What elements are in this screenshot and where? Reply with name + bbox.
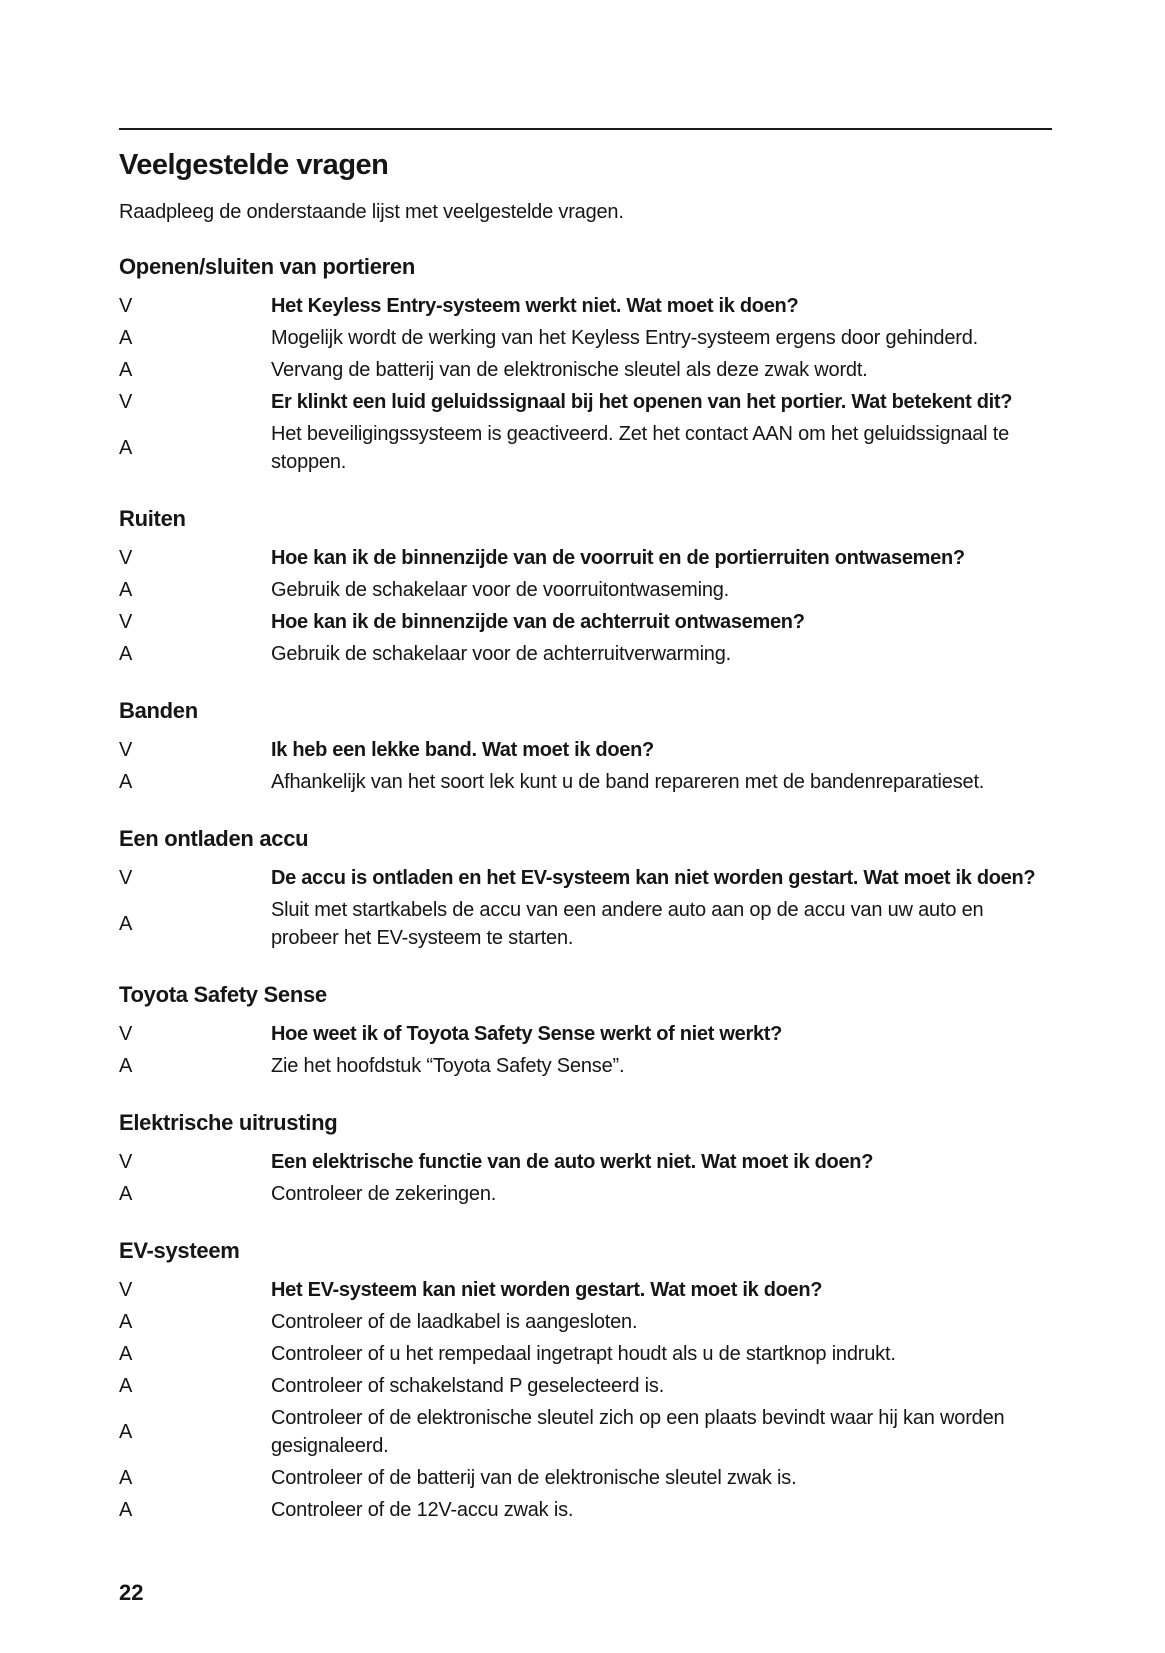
qa-marker: A bbox=[119, 1343, 133, 1365]
answer-text: Controleer of schakelstand P geselecteerd is. bbox=[271, 1375, 665, 1397]
question-text: Het EV-systeem kan niet worden gestart. Wat moet ik doen? bbox=[271, 1279, 823, 1301]
qa-marker: A bbox=[119, 643, 133, 665]
qa-marker: A bbox=[119, 359, 133, 381]
qa-marker: A bbox=[119, 1467, 133, 1489]
answer-row bbox=[119, 1306, 1052, 1338]
section-heading: Banden bbox=[119, 698, 198, 723]
answer-text: Zie het hoofdstuk “Toyota Safety Sense”. bbox=[271, 1055, 625, 1077]
answer-text: Gebruik de schakelaar voor de achterruitverwarming. bbox=[271, 643, 732, 665]
answer-text: Controleer of de batterij van de elektronische sleutel zwak is. bbox=[271, 1467, 797, 1489]
question-row bbox=[119, 290, 1052, 322]
intro-text: Raadpleeg de onderstaande lijst met veelgestelde vragen. bbox=[119, 201, 624, 223]
answer-text: Het beveiligingssysteem is geactiveerd. Zet het contact AAN om het geluidssignaal te stoppen. bbox=[271, 423, 1010, 473]
question-text: Hoe kan ik de binnenzijde van de voorruit en de portierruiten ontwasemen? bbox=[271, 547, 965, 569]
section-heading: Ruiten bbox=[119, 506, 186, 531]
qa-marker: V bbox=[119, 867, 133, 889]
answer-row bbox=[119, 1178, 1052, 1210]
answer-text: Gebruik de schakelaar voor de voorruitontwaseming. bbox=[271, 579, 730, 601]
qa-marker: V bbox=[119, 391, 133, 413]
faq-section bbox=[119, 697, 1052, 798]
faq-sections bbox=[119, 253, 1052, 1526]
qa-marker: V bbox=[119, 611, 133, 633]
answer-text: Afhankelijk van het soort lek kunt u de band repareren met de bandenreparatieset. bbox=[271, 771, 985, 793]
answer-text: Controleer of u het rempedaal ingetrapt houdt als u de startknop indrukt. bbox=[271, 1343, 896, 1365]
qa-marker: V bbox=[119, 739, 133, 761]
answer-row bbox=[119, 574, 1052, 606]
answer-text: Controleer of de elektronische sleutel zich op een plaats bevindt waar hij kan worden gesignaleerd. bbox=[271, 1407, 1005, 1457]
answer-text: Controleer of de 12V-accu zwak is. bbox=[271, 1499, 574, 1521]
answer-text: Controleer of de laadkabel is aangesloten. bbox=[271, 1311, 638, 1333]
top-rule bbox=[119, 128, 1052, 130]
question-row bbox=[119, 542, 1052, 574]
answer-text: Controleer de zekeringen. bbox=[271, 1183, 497, 1205]
question-text: Hoe kan ik de binnenzijde van de achterruit ontwasemen? bbox=[271, 611, 805, 633]
qa-marker: A bbox=[119, 913, 133, 935]
question-row bbox=[119, 1146, 1052, 1178]
page-content bbox=[119, 0, 1052, 1526]
section-heading: Toyota Safety Sense bbox=[119, 982, 327, 1007]
qa-marker: A bbox=[119, 437, 133, 459]
question-row bbox=[119, 734, 1052, 766]
question-row bbox=[119, 606, 1052, 638]
qa-marker: A bbox=[119, 1375, 133, 1397]
question-text: Een elektrische functie van de auto werkt niet. Wat moet ik doen? bbox=[271, 1151, 874, 1173]
qa-marker: A bbox=[119, 1183, 133, 1205]
answer-row bbox=[119, 638, 1052, 670]
faq-section bbox=[119, 981, 1052, 1082]
answer-text: Vervang de batterij van de elektronische sleutel als deze zwak wordt. bbox=[271, 359, 868, 381]
qa-marker: V bbox=[119, 1279, 133, 1301]
qa-marker: A bbox=[119, 1499, 133, 1521]
qa-marker: A bbox=[119, 1421, 133, 1443]
faq-section bbox=[119, 825, 1052, 954]
answer-row bbox=[119, 354, 1052, 386]
answer-row bbox=[119, 1338, 1052, 1370]
answer-row bbox=[119, 418, 1052, 478]
question-row bbox=[119, 386, 1052, 418]
qa-marker: V bbox=[119, 547, 133, 569]
question-text: De accu is ontladen en het EV-systeem kan niet worden gestart. Wat moet ik doen? bbox=[271, 867, 1036, 889]
question-row bbox=[119, 1274, 1052, 1306]
section-heading: EV-systeem bbox=[119, 1238, 240, 1263]
qa-marker: V bbox=[119, 1023, 133, 1045]
qa-marker: A bbox=[119, 1055, 133, 1077]
faq-section bbox=[119, 1237, 1052, 1526]
question-row bbox=[119, 862, 1052, 894]
faq-section bbox=[119, 253, 1052, 478]
answer-row bbox=[119, 1402, 1052, 1462]
question-text: Het Keyless Entry-systeem werkt niet. Wat moet ik doen? bbox=[271, 295, 799, 317]
answer-row bbox=[119, 1050, 1052, 1082]
qa-marker: V bbox=[119, 1151, 133, 1173]
page-number: 22 bbox=[119, 1580, 144, 1605]
question-text: Er klinkt een luid geluidssignaal bij het openen van het portier. Wat betekent dit? bbox=[271, 391, 1013, 413]
question-text: Ik heb een lekke band. Wat moet ik doen? bbox=[271, 739, 654, 761]
answer-row bbox=[119, 1494, 1052, 1526]
answer-row bbox=[119, 322, 1052, 354]
answer-text: Sluit met startkabels de accu van een andere auto aan op de accu van uw auto en probeer het EV-systeem te starten. bbox=[271, 899, 984, 949]
qa-marker: V bbox=[119, 295, 133, 317]
answer-row bbox=[119, 1462, 1052, 1494]
section-heading: Een ontladen accu bbox=[119, 826, 309, 851]
question-row bbox=[119, 1018, 1052, 1050]
qa-marker: A bbox=[119, 327, 133, 349]
page-title: Veelgestelde vragen bbox=[119, 149, 389, 181]
section-heading: Elektrische uitrusting bbox=[119, 1110, 338, 1135]
qa-marker: A bbox=[119, 579, 133, 601]
answer-row bbox=[119, 1370, 1052, 1402]
answer-text: Mogelijk wordt de werking van het Keyless Entry-systeem ergens door gehinderd. bbox=[271, 327, 978, 349]
faq-section bbox=[119, 1109, 1052, 1210]
question-text: Hoe weet ik of Toyota Safety Sense werkt of niet werkt? bbox=[271, 1023, 783, 1045]
answer-row bbox=[119, 894, 1052, 954]
section-heading: Openen/sluiten van portieren bbox=[119, 254, 415, 279]
qa-marker: A bbox=[119, 1311, 133, 1333]
faq-section bbox=[119, 505, 1052, 670]
answer-row bbox=[119, 766, 1052, 798]
qa-marker: A bbox=[119, 771, 133, 793]
